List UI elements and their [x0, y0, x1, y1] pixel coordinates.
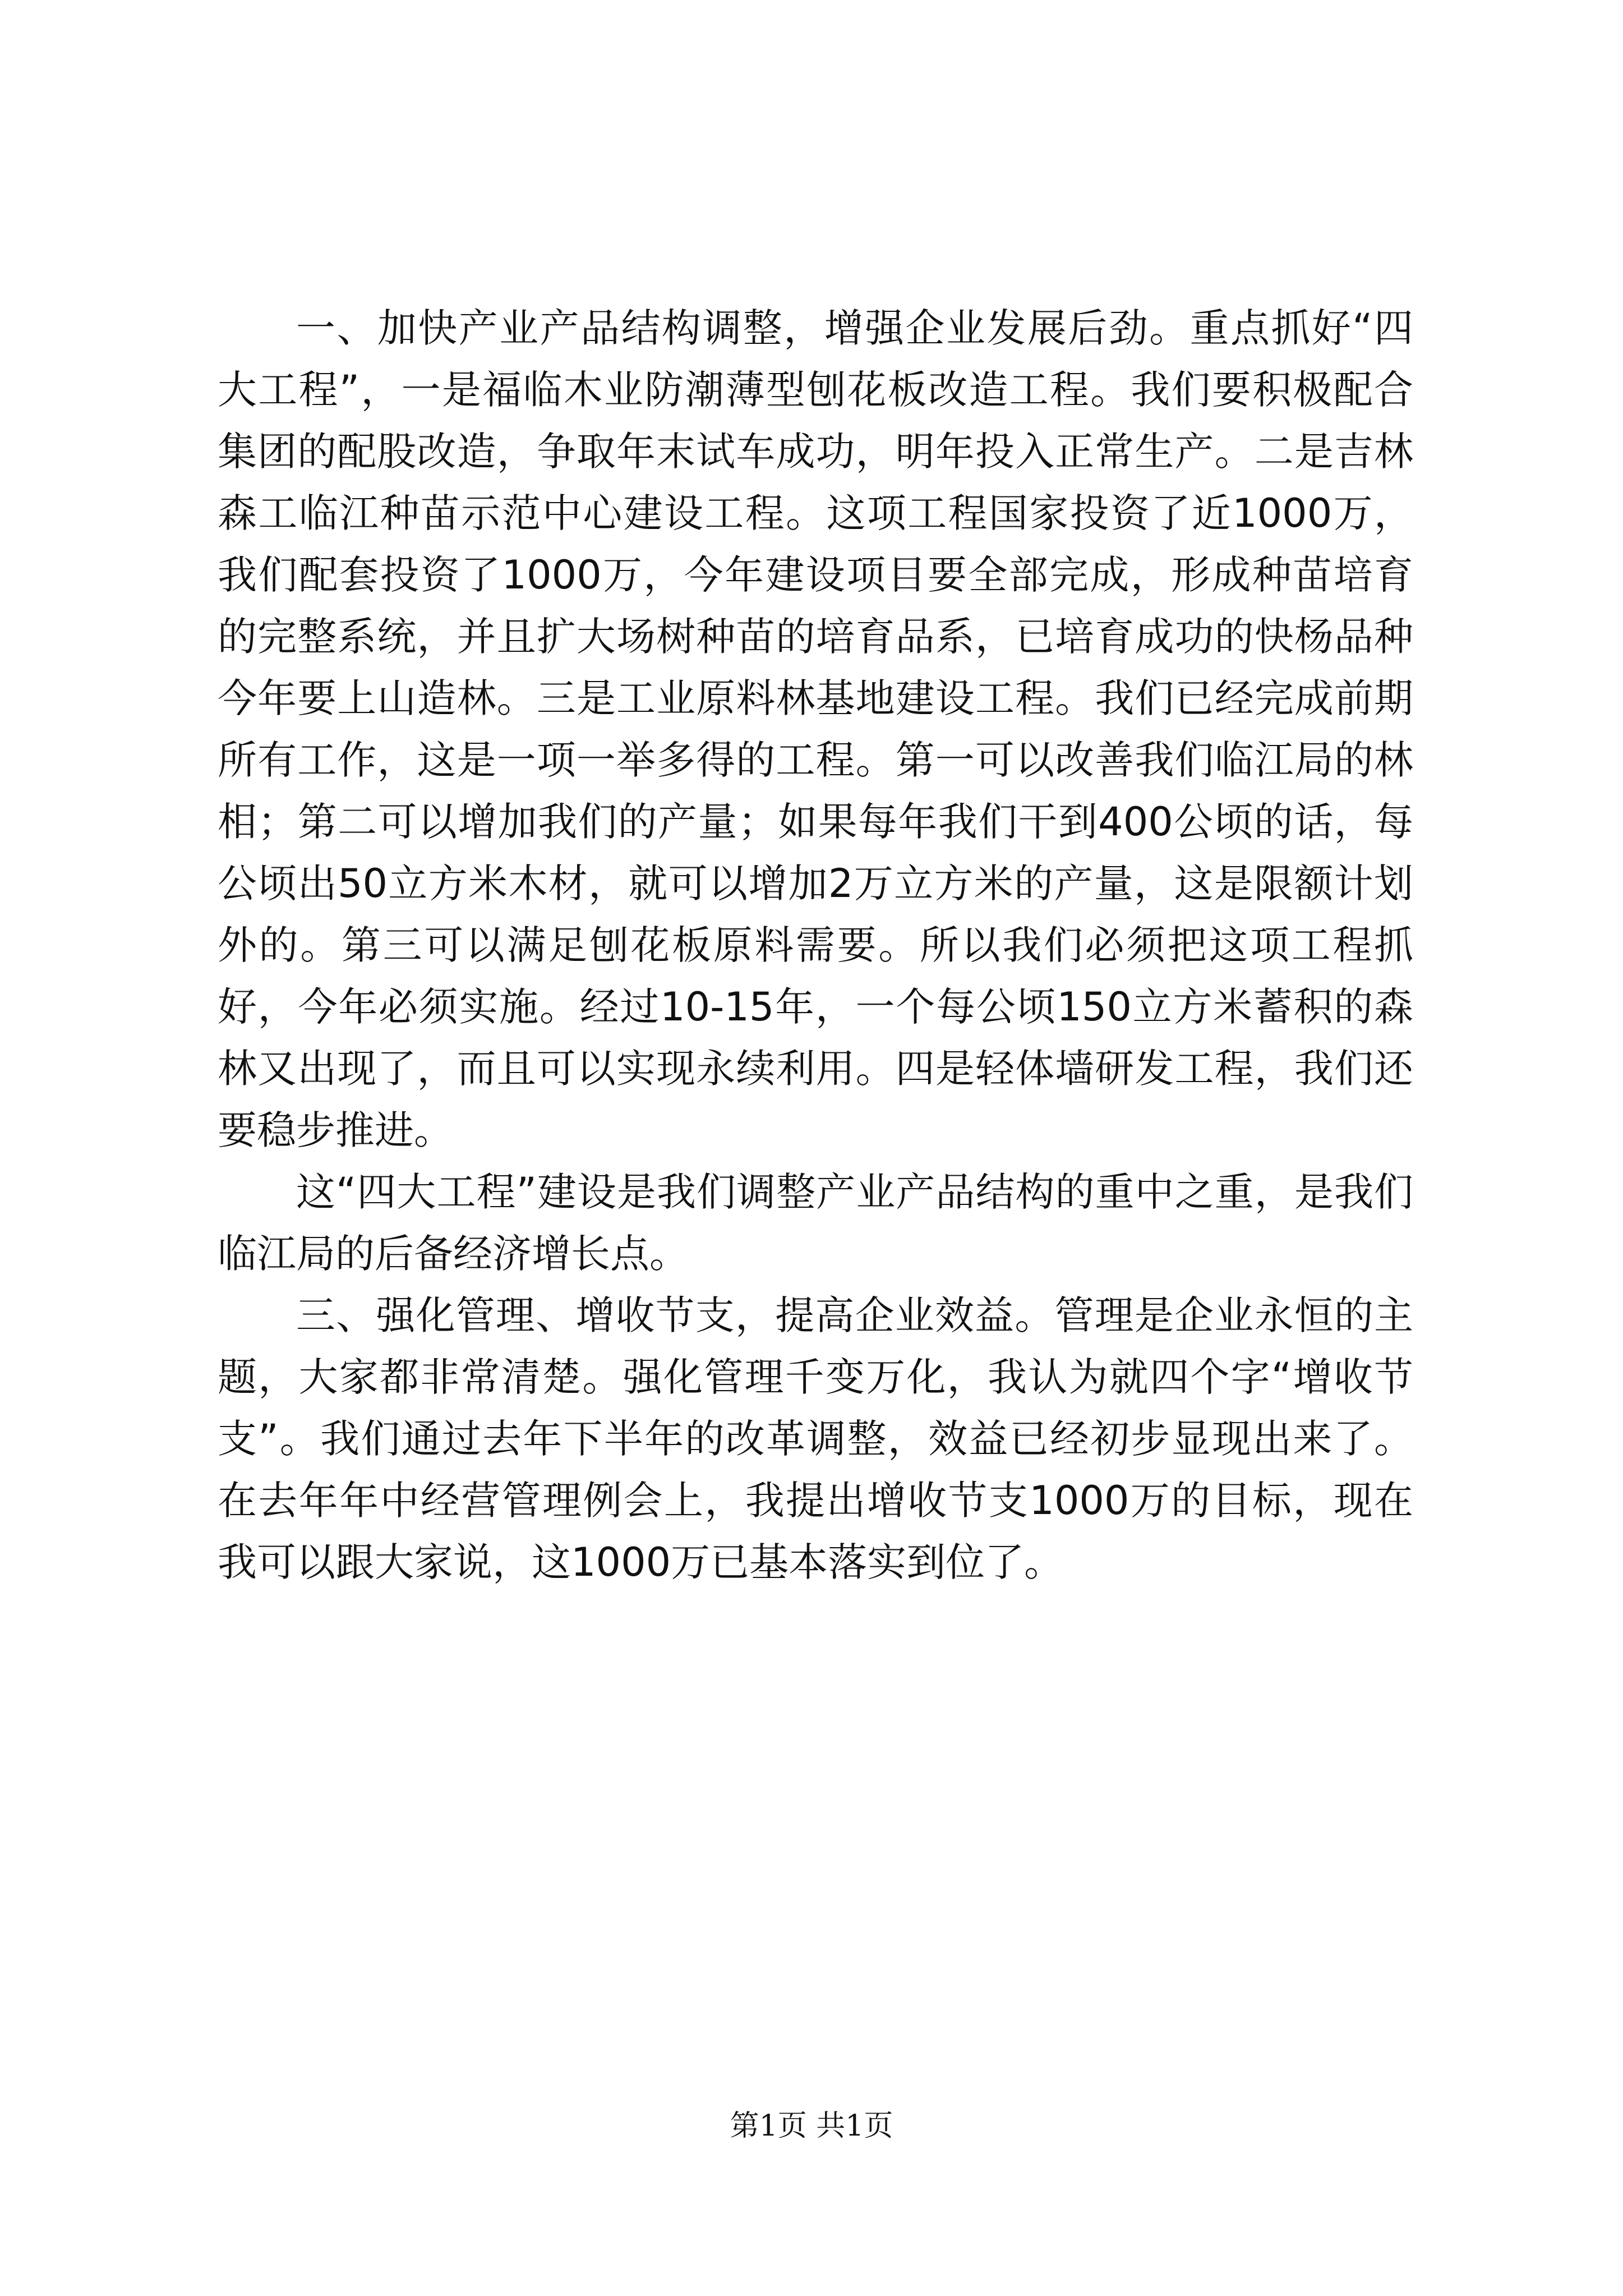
paragraph-four-projects: 一、加快产业产品结构调整，增强企业发展后劲。重点抓好“四大工程”，一是福临木业防潮薄型刨花板改造工程。我们要积极配合集团的配股改造，争取年末试车成功，明年投入正常生产。二是吉林森工临江种苗示范中心建设工程。这项工程国家投资了近1000万，我们配套投资了1000万，今年建设项目要全部完成，形成种苗培育的完整系统，并且扩大场树种苗的培育品系，已培育成功的快杨品种今年要上山造林。三是工业原料林基地建设工程。我们已经完成前期所有工作，这是一项一举多得的工程。第一可以改善我们临江局的林相；第二可以增加我们的产量；如果每年我们干到400公顷的话，每公顷出50立方米木材，就可以增加2万立方米的产量，这是限额计划外的。第三可以满足刨花板原料需要。所以我们必须把这项工程抓好，今年必须实施。经过10-15年，一个每公顷150立方米蓄积的森林又出现了，而且可以实现永续利用。四是轻体墙研发工程，我们还要稳步推进。 — [218, 305, 1413, 1153]
paragraph-summary: 这“四大工程”建设是我们调整产业产品结构的重中之重，是我们临江局的后备经济增长点。 — [218, 1169, 1413, 1277]
body-text — [218, 297, 1413, 1593]
page-footer: 第1页 共1页 — [730, 2109, 893, 2143]
paragraph-management: 三、强化管理、增收节支，提高企业效益。管理是企业永恒的主题，大家都非常清楚。强化管理千变万化，我认为就四个字“增收节支”。我们通过去年下半年的改革调整，效益已经初步显现出来了。在去年年中经营管理例会上，我提出增收节支1000万的目标，现在我可以跟大家说，这1000万已基本落实到位了。 — [218, 1292, 1413, 1585]
